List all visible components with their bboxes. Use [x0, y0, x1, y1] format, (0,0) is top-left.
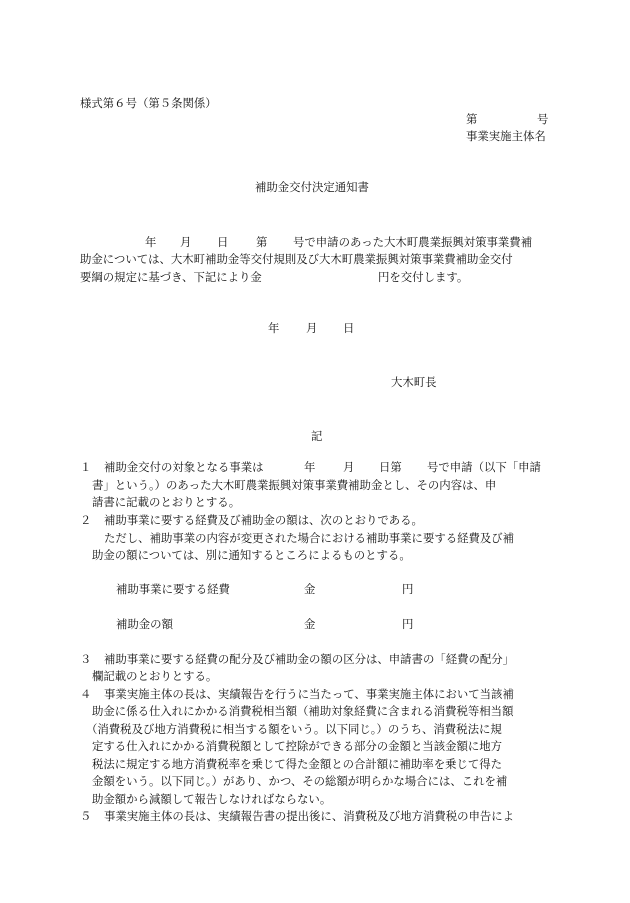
item-1-line1-rest: 号で申請（以下「申請	[427, 460, 541, 474]
date-year: 年	[268, 321, 280, 335]
item-4-number: ４	[80, 687, 92, 701]
item-1-year: 年	[304, 460, 316, 474]
item-3-line2: 欄記載のとおりとする。	[92, 669, 218, 683]
amount-kin: 金	[304, 582, 316, 596]
item-1-line2: 書」という。）のあった大木町農業振興対策事業費補助金とし、その内容は、申	[92, 478, 497, 492]
intro-line3-a: 要綱の規定に基づき、下記により金	[80, 270, 262, 284]
item-4-line2: 助金に係る仕入れにかかる消費税相当額（補助対象経費に含まれる消費税等相当額	[92, 704, 514, 718]
intro-day: 日	[217, 235, 229, 249]
date-day: 日	[343, 321, 355, 335]
item-1-month: 月	[343, 460, 355, 474]
implementing-entity-name: 事業実施主体名	[466, 129, 546, 143]
date-month: 月	[306, 321, 318, 335]
item-1-day: 日第	[379, 460, 402, 474]
item-2-number: ２	[80, 513, 92, 527]
item-5-line1: 事業実施主体の長は、実績報告書の提出後に、消費税及び地方消費税の申告によ	[104, 809, 515, 823]
intro-line1-rest: 号で申請のあった大木町農業振興対策事業費補	[293, 235, 533, 249]
document-number-prefix: 第	[466, 112, 478, 126]
issuer-name: 大木町長	[391, 375, 437, 389]
amount-kin: 金	[304, 617, 316, 631]
item-4-line5: 税法に規定する地方消費税率を乗じて得た金額との合計額に補助率を乗じて得た	[92, 757, 503, 771]
item-5-number: ５	[80, 809, 92, 823]
item-1-number: １	[80, 460, 92, 474]
item-2-line2: ただし、補助事業の内容が変更された場合における補助事業に要する経費及び補	[104, 531, 515, 545]
ki-heading: 記	[311, 429, 323, 443]
item-4-line1: 事業実施主体の長は、実績報告を行うに当たって、事業実施主体において当該補	[104, 687, 514, 701]
item-1-line3: 請書に記載のとおりとする。	[92, 495, 241, 509]
intro-month: 月	[180, 235, 192, 249]
item-3-number: ３	[80, 652, 92, 666]
amount-yen: 円	[402, 617, 414, 631]
item-1-line1-a: 補助金交付の対象となる事業は	[104, 460, 264, 474]
item-3-line1: 補助事業に要する経費の配分及び補助金の額の区分は、申請書の「経費の配分」	[104, 652, 515, 666]
intro-line3-b: 円を交付します。	[378, 270, 469, 284]
document-number-suffix: 号	[537, 112, 549, 126]
amount-label: 補助金の額	[116, 617, 173, 631]
item-2-line1: 補助事業に要する経費及び補助金の額は、次のとおりである。	[104, 513, 423, 527]
intro-year: 年	[145, 235, 157, 249]
intro-no: 第	[256, 235, 268, 249]
item-2-line3: 助金の額については、別に通知するところによるものとする。	[92, 548, 411, 562]
amount-label: 補助事業に要する経費	[116, 582, 230, 596]
item-4-line4: 定する仕入れにかかる消費税額として控除ができる部分の金額と当該金額に地方	[92, 739, 503, 753]
form-label: 様式第６号（第５条関係）	[80, 96, 217, 110]
intro-line2: 助金については、大木町補助金等交付規則及び大木町農業振興対策事業費補助金交付	[80, 252, 513, 266]
item-4-line7: 助金額から減額して報告しなければならない。	[92, 792, 332, 806]
amount-yen: 円	[402, 582, 414, 596]
document-title: 補助金交付決定通知書	[255, 180, 369, 194]
item-4-line3: （消費税及び地方消費税に相当する額をいう。以下同じ。）のうち、消費税法に規	[86, 722, 502, 736]
item-4-line6: 金額をいう。以下同じ。）があり、かつ、その総額が明らかな場合には、これを補	[92, 774, 508, 788]
